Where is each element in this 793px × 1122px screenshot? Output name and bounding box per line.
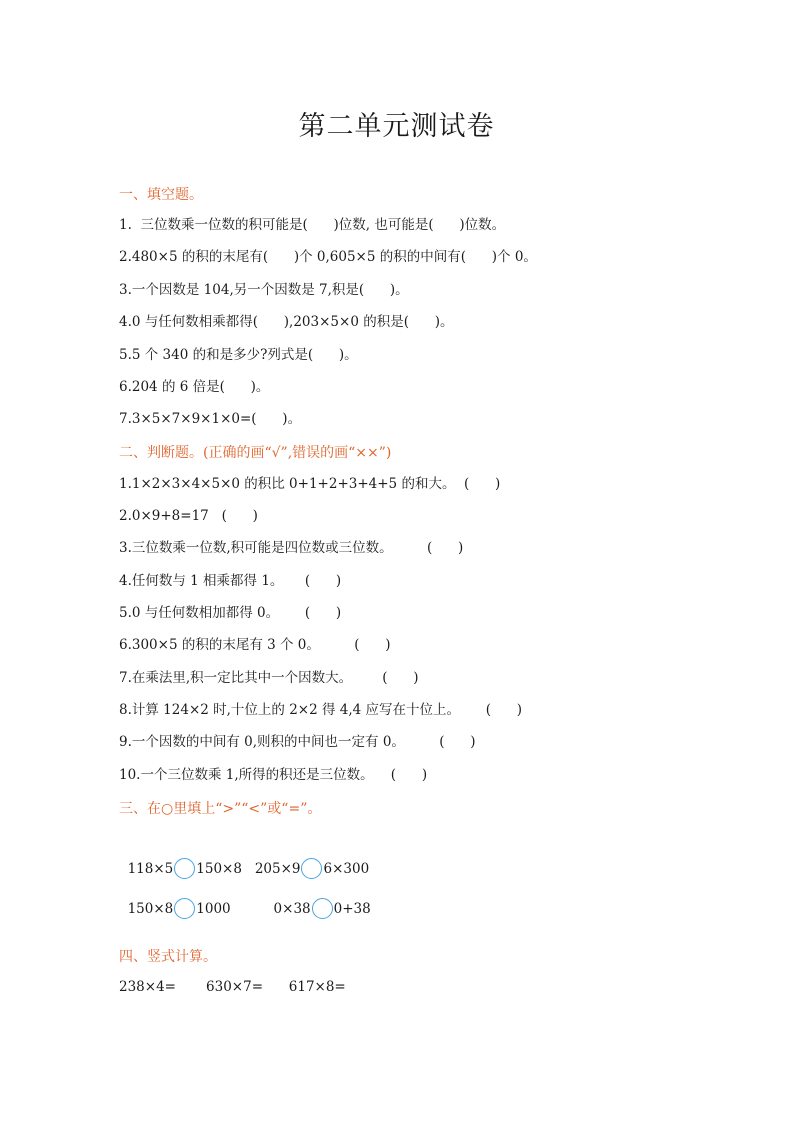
compare-1b-left: 205×9 xyxy=(254,861,301,877)
compare-row-2 xyxy=(119,880,371,919)
true-false-item-8: 8.计算 124×2 时,十位上的 2×2 得 4,4 应写在十位上。 ( ) xyxy=(119,702,523,718)
page-title: 第二单元测试卷 xyxy=(298,111,495,142)
vertical-calc-item-2: 630×7= xyxy=(206,979,264,995)
vertical-calc-row xyxy=(119,978,346,996)
true-false-item-4: 4.任何数与 1 相乘都得 1。 ( ) xyxy=(119,573,342,589)
compare-2b-right: 0+38 xyxy=(333,901,371,917)
compare-circle-1b[interactable] xyxy=(301,858,322,879)
fill-blank-item-4: 4.0 与任何数相乘都得( ),203×5×0 的积是( )。 xyxy=(119,314,454,330)
compare-2b-left: 0×38 xyxy=(273,901,311,917)
compare-row-1 xyxy=(119,840,369,879)
true-false-item-9: 9.一个因数的中间有 0,则积的中间也一定有 0。 ( ) xyxy=(119,734,476,750)
fill-blank-item-5: 5.5 个 340 的和是多少?列式是( )。 xyxy=(119,347,358,363)
true-false-item-3: 3.三位数乘一位数,积可能是四位数或三位数。 ( ) xyxy=(119,540,464,556)
vertical-calc-item-1: 238×4= xyxy=(119,979,176,995)
compare-circle-2b[interactable] xyxy=(312,898,333,919)
true-false-item-5: 5.0 与任何数相加都得 0。 ( ) xyxy=(119,605,342,621)
compare-circle-2a[interactable] xyxy=(174,898,195,919)
fill-blank-item-7: 7.3×5×7×9×1×0=( )。 xyxy=(119,411,302,427)
true-false-item-10: 10.一个三位数乘 1,所得的积还是三位数。 ( ) xyxy=(119,767,428,783)
compare-2a-right: 1000 xyxy=(196,901,231,917)
section-heading-true-false: 二、判断题。(正确的画“√”,错误的画“××”) xyxy=(119,445,392,461)
fill-blank-item-1: 1. 三位数乘一位数的积可能是( )位数, 也可能是( )位数。 xyxy=(119,217,506,233)
fill-blank-item-3: 3.一个因数是 104,另一个因数是 7,积是( )。 xyxy=(119,282,409,298)
section-heading-vertical-calc: 四、竖式计算。 xyxy=(119,949,217,965)
section-heading-fill-blank: 一、填空题。 xyxy=(119,187,203,203)
fill-blank-item-6: 6.204 的 6 倍是( )。 xyxy=(119,379,270,395)
vertical-calc-item-3: 617×8= xyxy=(288,979,346,995)
compare-1a-right: 150×8 xyxy=(196,861,242,877)
fill-blank-item-2: 2.480×5 的积的末尾有( )个 0,605×5 的积的中间有( )个 0。 xyxy=(119,249,537,265)
true-false-item-1: 1.1×2×3×4×5×0 的积比 0+1+2+3+4+5 的和大。 ( ) xyxy=(119,476,501,492)
compare-1a-left: 118×5 xyxy=(127,861,174,877)
true-false-item-2: 2.0×9+8=17 ( ) xyxy=(119,508,258,524)
true-false-item-6: 6.300×5 的积的末尾有 3 个 0。 ( ) xyxy=(119,637,391,653)
true-false-item-7: 7.在乘法里,积一定比其中一个因数大。 ( ) xyxy=(119,670,419,686)
compare-circle-1a[interactable] xyxy=(174,858,195,879)
compare-1b-right: 6×300 xyxy=(323,861,370,877)
section-heading-compare: 三、在○里填上“>”“<”或“=”。 xyxy=(119,801,322,817)
compare-2a-left: 150×8 xyxy=(127,901,174,917)
